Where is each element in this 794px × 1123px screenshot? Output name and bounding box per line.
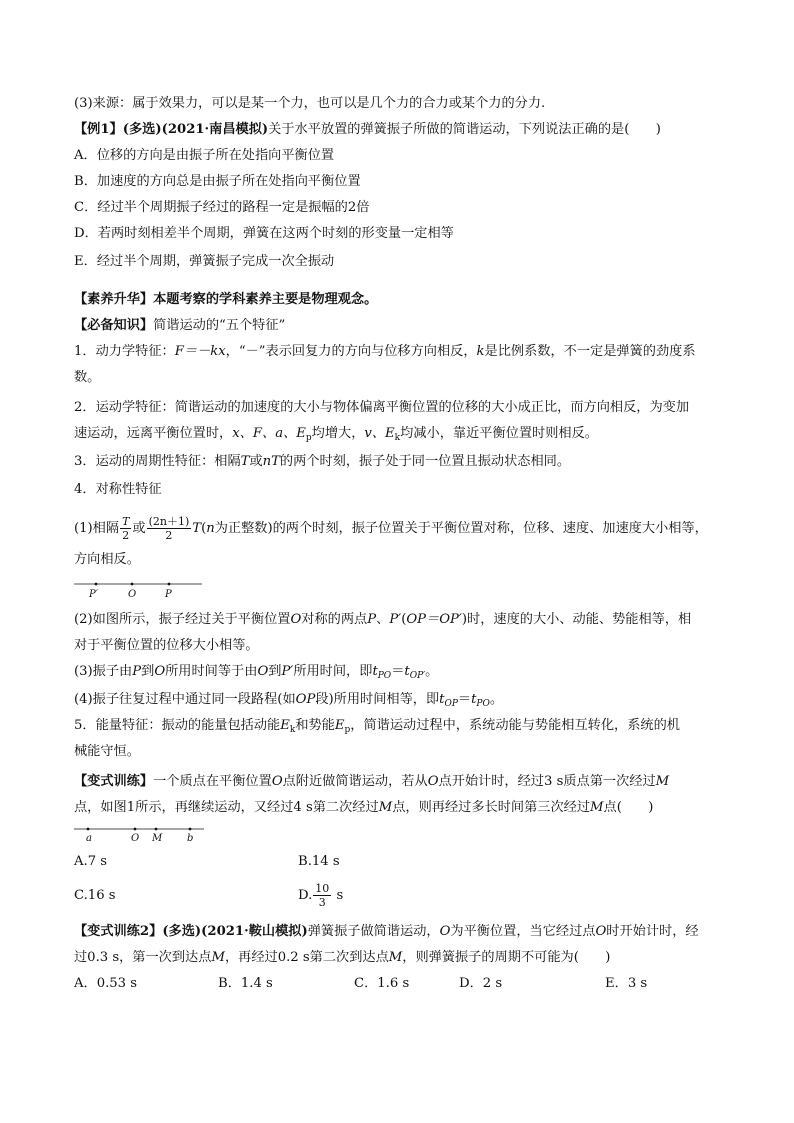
variant1-option-a: A.7 s — [74, 854, 108, 869]
example1-tag: 【例1】 — [74, 122, 123, 137]
feature4-item1-line2: 方向相反。 — [74, 552, 140, 567]
feature2-line2: 速运动，远离平衡位置时，x、F、a、$E_p$均增大，v、$E_k$均减小，靠近平衡位置时则相反。 — [74, 426, 598, 443]
label-p: P — [165, 589, 172, 600]
variant1-tag: 【变式训练】 — [74, 774, 154, 789]
feature4-item4: (4)振子往复过程中通过同一段路程(如OP段)所用时间相等，即$t_{OP}=t_{PO}$。 — [74, 692, 504, 709]
variant2-tag: 【变式训练2】 — [74, 924, 163, 939]
point-b — [189, 828, 192, 831]
example1-option-a: A．位移的方向是由振子所在处指向平衡位置 — [74, 148, 335, 163]
feature1-line2: 数。 — [74, 370, 101, 385]
variant1-option-d: D. $\frac{10}{3}$ s — [298, 882, 344, 909]
label-a: a — [86, 833, 92, 844]
label-o: O — [128, 589, 137, 600]
variant2-option-b: B．1.4 s — [218, 976, 273, 991]
feature2-line1: 2．运动学特征：简谐运动的加速度的大小与物体偏离平衡位置的位移的大小成正比，而方向相反，为变加 — [74, 400, 690, 415]
example1-option-c: C．经过半个周期振子经过的路程一定是振幅的2倍 — [74, 200, 370, 215]
example1-option-d: D．若两时刻相差半个周期，弹簧在这两个时刻的形变量一定相等 — [74, 226, 454, 241]
variant2-option-a: A．0.53 s — [74, 976, 138, 991]
point-p-prime — [95, 583, 98, 586]
label-o: O — [131, 833, 140, 844]
feature5-line2: 械能守恒。 — [74, 744, 140, 759]
example1-option-e: E．经过半个周期，弹簧振子完成一次全振动 — [74, 254, 335, 269]
example1-stem: 【例1】(多选)(2021·南昌模拟)关于水平放置的弹簧振子所做的简谐运动，下列说法正确的是( ) — [74, 122, 661, 137]
fraction-10-over-3: $\frac{10}{3}$ — [315, 882, 330, 909]
example1-option-b: B．加速度的方向总是由振子所在处指向平衡位置 — [74, 174, 361, 189]
example1-meta: (多选)(2021·南昌模拟) — [122, 122, 269, 137]
variant2-option-d: D．2 s — [459, 976, 503, 991]
feature3-line: 3．运动的周期性特征：相隔T或nT的两个时刻，振子处于同一位置且振动状态相同。 — [74, 454, 571, 469]
variant2-option-e: E．3 s — [605, 976, 648, 991]
point-p — [168, 583, 171, 586]
variant1-option-b: B.14 s — [298, 854, 340, 869]
variant1-line1: 【变式训练】一个质点在平衡位置O点附近做简谐运动，若从O点开始计时，经过3 s质点第一次经过M — [74, 774, 670, 789]
point-o — [131, 583, 134, 586]
variant2-meta: (多选)(2021·鞍山模拟) — [162, 924, 308, 939]
variant2-option-c: C．1.6 s — [354, 976, 410, 991]
variant2-line2: 过0.3 s，第一次到达点M，再经过0.2 s第二次到达点M，则弹簧振子的周期不可能为( ) — [74, 950, 611, 965]
feature1-line1: 1．动力学特征：F＝－kx，“－”表示回复力的方向与位移方向相反，k是比例系数，不一定是弹簧的劲度系 — [74, 344, 696, 359]
label-b: b — [187, 833, 194, 844]
fraction-2n1-over-2: $\frac{(2n+1)}{2}$ — [148, 515, 190, 542]
point-o — [134, 828, 137, 831]
label-m: M — [152, 833, 163, 844]
feature4-item1-line1: (1)相隔 $\frac{T}{2}$ 或 $\frac{(2n+1)}{2}$ T(n为正整数)的两个时刻，振子位置关于平衡位置对称，位移、速度、加速度大小相等， — [74, 515, 708, 542]
variant1-option-c: C.16 s — [74, 888, 116, 903]
point-a — [87, 828, 90, 831]
variant1-line2: 点，如图1所示，再继续运动，又经过4 s第二次经过M点，则再经过多长时间第三次经过M点( ) — [74, 800, 654, 815]
intro-line: (3)来源：属于效果力，可以是某一个力，也可以是几个力的合力或某个力的分力. — [74, 96, 546, 111]
feature4-item3: (3)振子由P到O所用时间等于由O到P′所用时间，即$t_{PO}=t_{OP'}$。 — [74, 664, 439, 681]
bibei-line: 【必备知识】简谐运动的“五个特征” — [74, 318, 286, 333]
fraction-t-over-2: $\frac{T}{2}$ — [122, 515, 130, 542]
feature4-item2-line2: 对于平衡位置的位移大小相等。 — [74, 638, 259, 653]
feature4-item2-line1: (2)如图所示，振子经过关于平衡位置O对称的两点P、P′(OP＝OP′)时，速度的大小、动能、势能相等，相 — [74, 612, 692, 627]
variant2-line1: 【变式训练2】(多选)(2021·鞍山模拟)弹簧振子做简谐运动，O为平衡位置，当它经过点O时开始计时，经 — [74, 924, 699, 939]
suyang-line: 【素养升华】本题考察的学科素养主要是物理观念。 — [74, 292, 378, 307]
feature5-line1: 5．能量特征：振动的能量包括动能$E_k$和势能$E_p$，简谐运动过程中，系统动能与势能相互转化，系统的机 — [74, 718, 680, 735]
point-m — [155, 828, 158, 831]
feature4-title: 4．对称性特征 — [74, 482, 162, 497]
label-p-prime: P′ — [89, 589, 98, 600]
